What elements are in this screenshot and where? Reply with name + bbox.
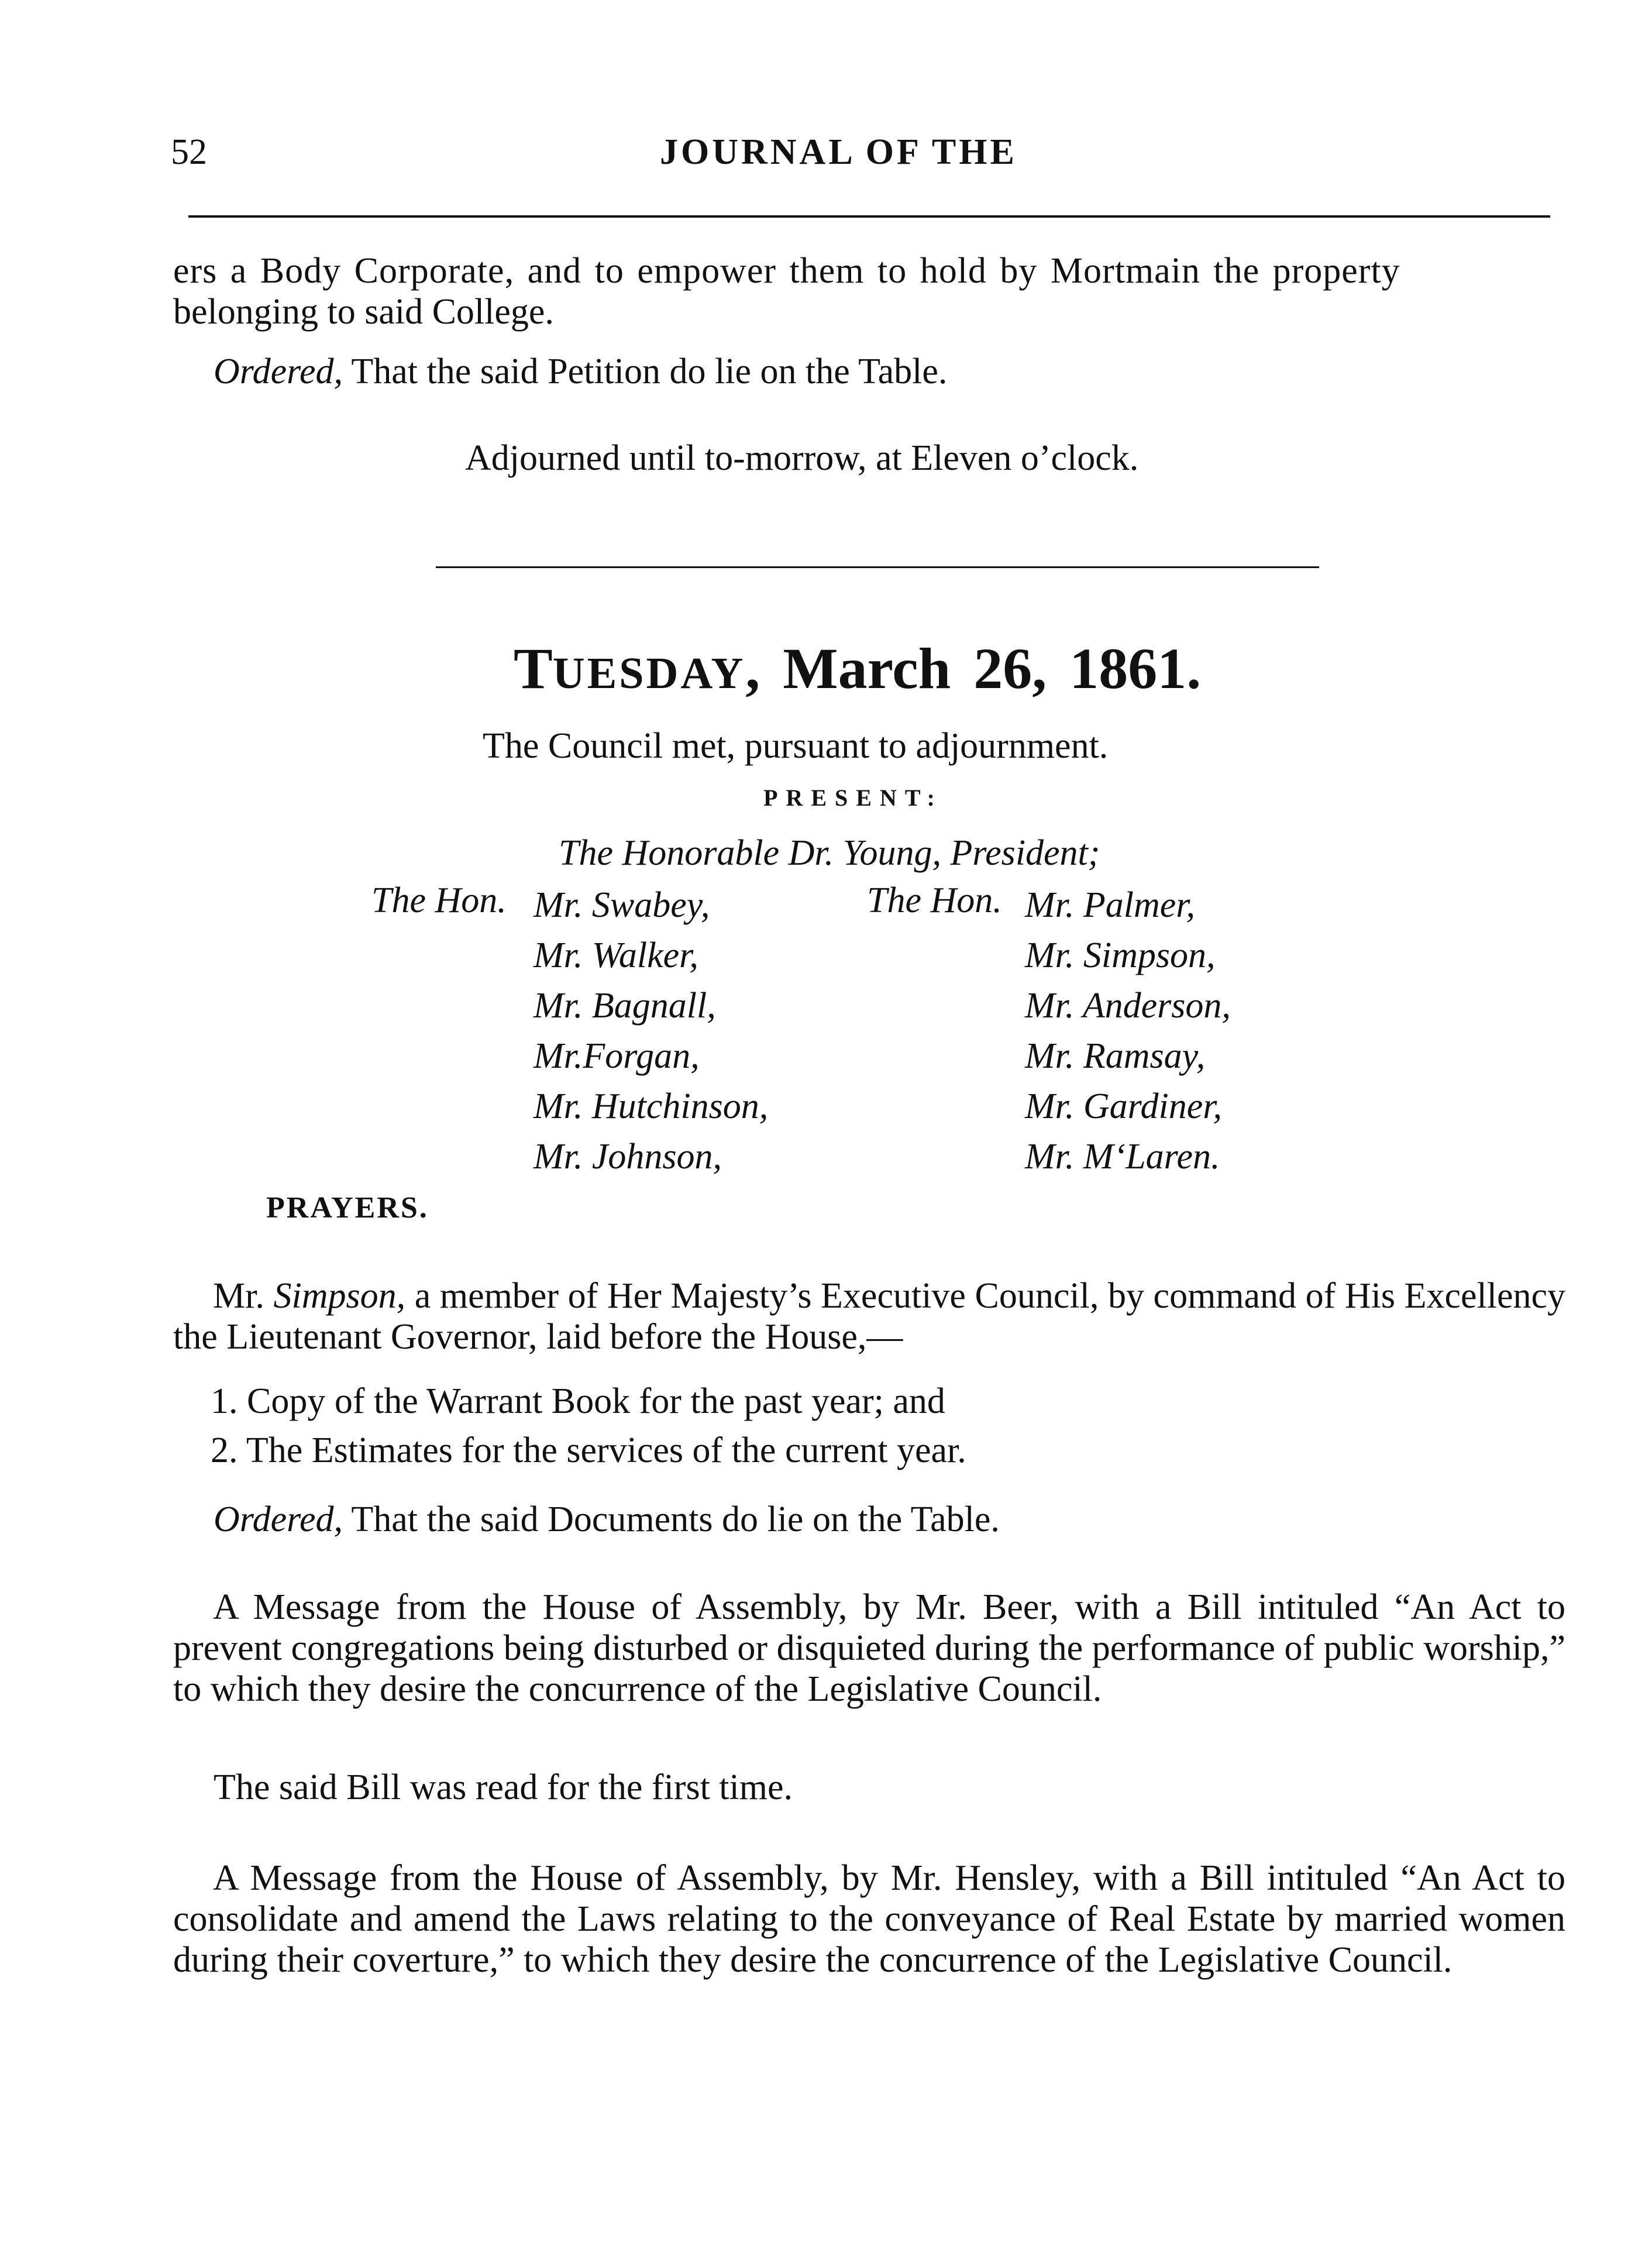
right-members xyxy=(1025,880,1231,1182)
member-left-6: Mr. Johnson, xyxy=(534,1137,722,1177)
continuation-line-1: ers a Body Corporate, and to empower them to hold by Mortmain the property xyxy=(173,251,1400,291)
session-heading xyxy=(514,635,1201,702)
ordered-text: That the said Petition do lie on the Table. xyxy=(351,352,948,391)
ordered-text: That the said Documents do lie on the Table. xyxy=(351,1500,1000,1539)
member-right-3: Mr. Anderson, xyxy=(1025,986,1231,1026)
page-number: 52 xyxy=(171,132,207,172)
right-prefix: The Hon. xyxy=(867,881,1002,920)
ordered-documents xyxy=(214,1499,1000,1540)
left-prefix: The Hon. xyxy=(371,881,507,920)
present-label: PRESENT: xyxy=(763,785,943,811)
intro-mr: Mr. xyxy=(213,1276,264,1316)
member-left-4: Mr.Forgan, xyxy=(534,1036,700,1076)
council-met: The Council met, pursuant to adjournment. xyxy=(483,726,1109,766)
document-item-2: 2. The Estimates for the services of the current year. xyxy=(211,1430,966,1470)
president-line: The Honorable Dr. Young, President; xyxy=(559,833,1100,873)
document-item-1: 1. Copy of the Warrant Book for the past year; and xyxy=(211,1381,945,1421)
member-left-2: Mr. Walker, xyxy=(534,936,698,975)
session-date: , March 26, 1861. xyxy=(745,636,1202,701)
ordered-label: Ordered, xyxy=(214,1500,343,1539)
member-right-2: Mr. Simpson, xyxy=(1025,936,1216,975)
intro-rest: a member of Her Majesty’s Executive Council, by command of His Excellency the Lieutenant Governor, laid before the House,— xyxy=(173,1276,1566,1357)
section-divider xyxy=(436,566,1319,568)
continuation-line-2: belonging to said College. xyxy=(173,292,554,332)
adjourned-line: Adjourned until to-morrow, at Eleven o’clock. xyxy=(465,438,1139,478)
day-rest: UESDAY xyxy=(552,649,746,698)
ordered-petition xyxy=(214,351,947,392)
day-first-letter: T xyxy=(514,636,553,701)
member-right-5: Mr. Gardiner, xyxy=(1025,1086,1223,1126)
member-left-1: Mr. Swabey, xyxy=(534,885,710,925)
message-1: A Message from the House of Assembly, by Mr. Beer, with a Bill intituled “An Act to prevent congregations being disturbed or disquieted during the performance of public worship,” to which they desire the concurrence of the Legislative Council. xyxy=(173,1587,1565,1709)
prayers-heading: PRAYERS. xyxy=(266,1191,429,1225)
member-right-4: Mr. Ramsay, xyxy=(1025,1036,1206,1076)
running-title: JOURNAL OF THE xyxy=(660,132,1017,172)
message-2: A Message from the House of Assembly, by Mr. Hensley, with a Bill intituled “An Act to consolidate and amend the Laws relating to the conveyance of Real Estate by married women during their coverture,” to which they desire the concurrence of the Legislative Council. xyxy=(173,1858,1565,1980)
left-members xyxy=(534,880,768,1182)
member-left-5: Mr. Hutchinson, xyxy=(534,1086,769,1126)
member-right-6: Mr. M‘Laren. xyxy=(1025,1137,1220,1177)
intro-name: Simpson, xyxy=(273,1276,406,1316)
header-rule xyxy=(188,215,1550,218)
member-left-3: Mr. Bagnall, xyxy=(534,986,716,1026)
ordered-label: Ordered, xyxy=(214,352,343,391)
first-reading: The said Bill was read for the first time. xyxy=(214,1767,793,1807)
member-right-1: Mr. Palmer, xyxy=(1025,885,1196,925)
documents-intro xyxy=(173,1275,1565,1357)
